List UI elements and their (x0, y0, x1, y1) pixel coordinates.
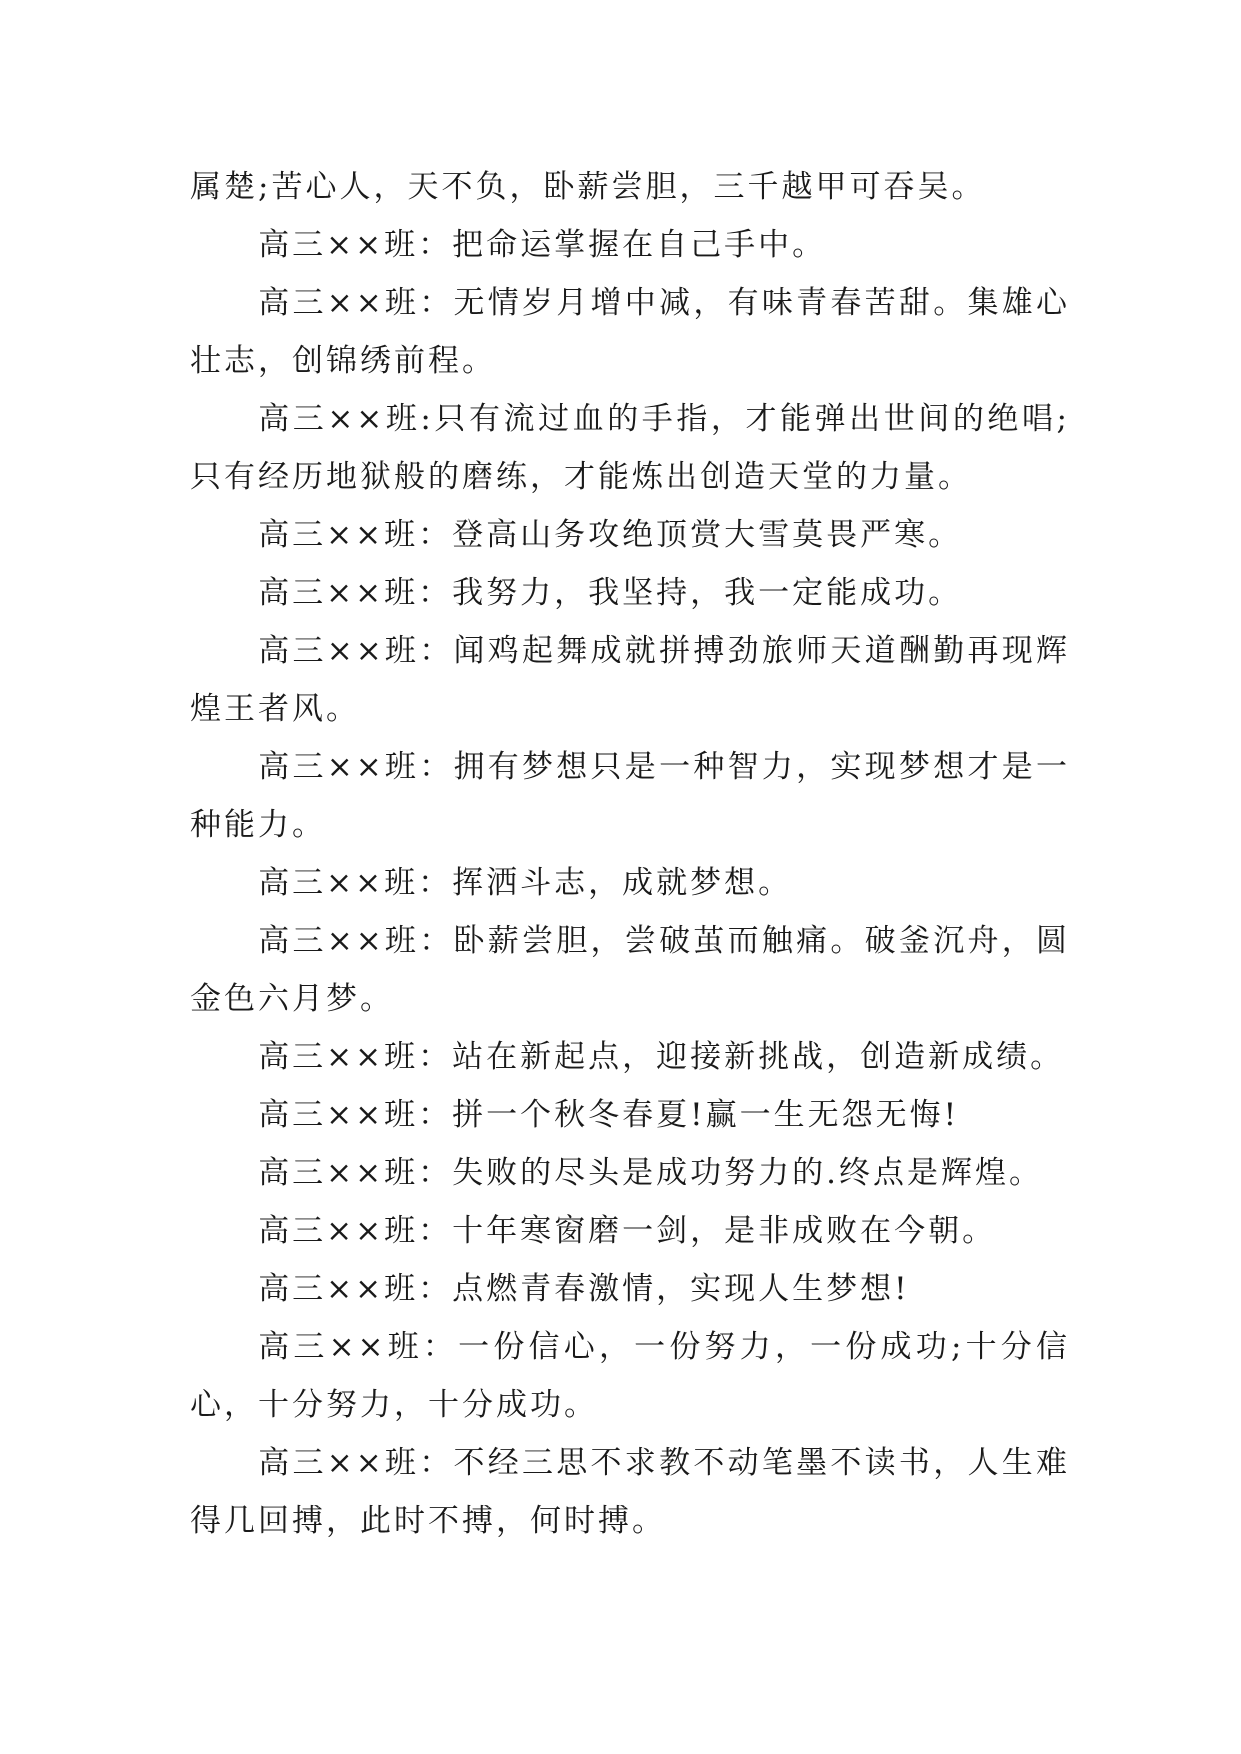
paragraph-5: 高三××班：登高山务攻绝顶赏大雪莫畏严寒。 (258, 517, 963, 553)
paragraph-16: 高三××班：一份信心，一份努力，一份成功;十分信心，十分努力，十分成功。 (190, 1329, 1070, 1423)
paragraph-11: 高三××班：站在新起点，迎接新挑战，创造新成绩。 (258, 1039, 1065, 1075)
document-body (190, 158, 1070, 1550)
paragraph-4: 高三××班:只有流过血的手指，才能弹出世间的绝唱;只有经历地狱般的磨练，才能炼出创造天堂的力量。 (190, 401, 1070, 495)
paragraph-14: 高三××班：十年寒窗磨一剑，是非成败在今朝。 (258, 1213, 997, 1249)
paragraph-1: 属楚;苦心人，天不负，卧薪尝胆，三千越甲可吞吴。 (190, 169, 986, 205)
paragraph-6: 高三××班：我努力，我坚持，我一定能成功。 (258, 575, 963, 611)
paragraph-15: 高三××班：点燃青春激情，实现人生梦想! (258, 1271, 910, 1307)
paragraph-10: 高三××班：卧薪尝胆，尝破茧而触痛。破釜沉舟，圆金色六月梦。 (190, 923, 1070, 1017)
paragraph-7: 高三××班：闻鸡起舞成就拼搏劲旅师天道酬勤再现辉煌王者风。 (190, 633, 1070, 727)
paragraph-2: 高三××班：把命运掌握在自己手中。 (258, 227, 827, 263)
paragraph-13: 高三××班：失败的尽头是成功努力的.终点是辉煌。 (258, 1155, 1043, 1191)
paragraph-12: 高三××班：拼一个秋冬春夏!赢一生无怨无悔! (258, 1097, 960, 1133)
paragraph-3: 高三××班：无情岁月增中减，有味青春苦甜。集雄心壮志，创锦绣前程。 (190, 285, 1070, 379)
paragraph-8: 高三××班：拥有梦想只是一种智力，实现梦想才是一种能力。 (190, 749, 1070, 843)
paragraph-9: 高三××班：挥洒斗志，成就梦想。 (258, 865, 793, 901)
paragraph-17: 高三××班：不经三思不求教不动笔墨不读书，人生难得几回搏，此时不搏，何时搏。 (190, 1445, 1070, 1539)
